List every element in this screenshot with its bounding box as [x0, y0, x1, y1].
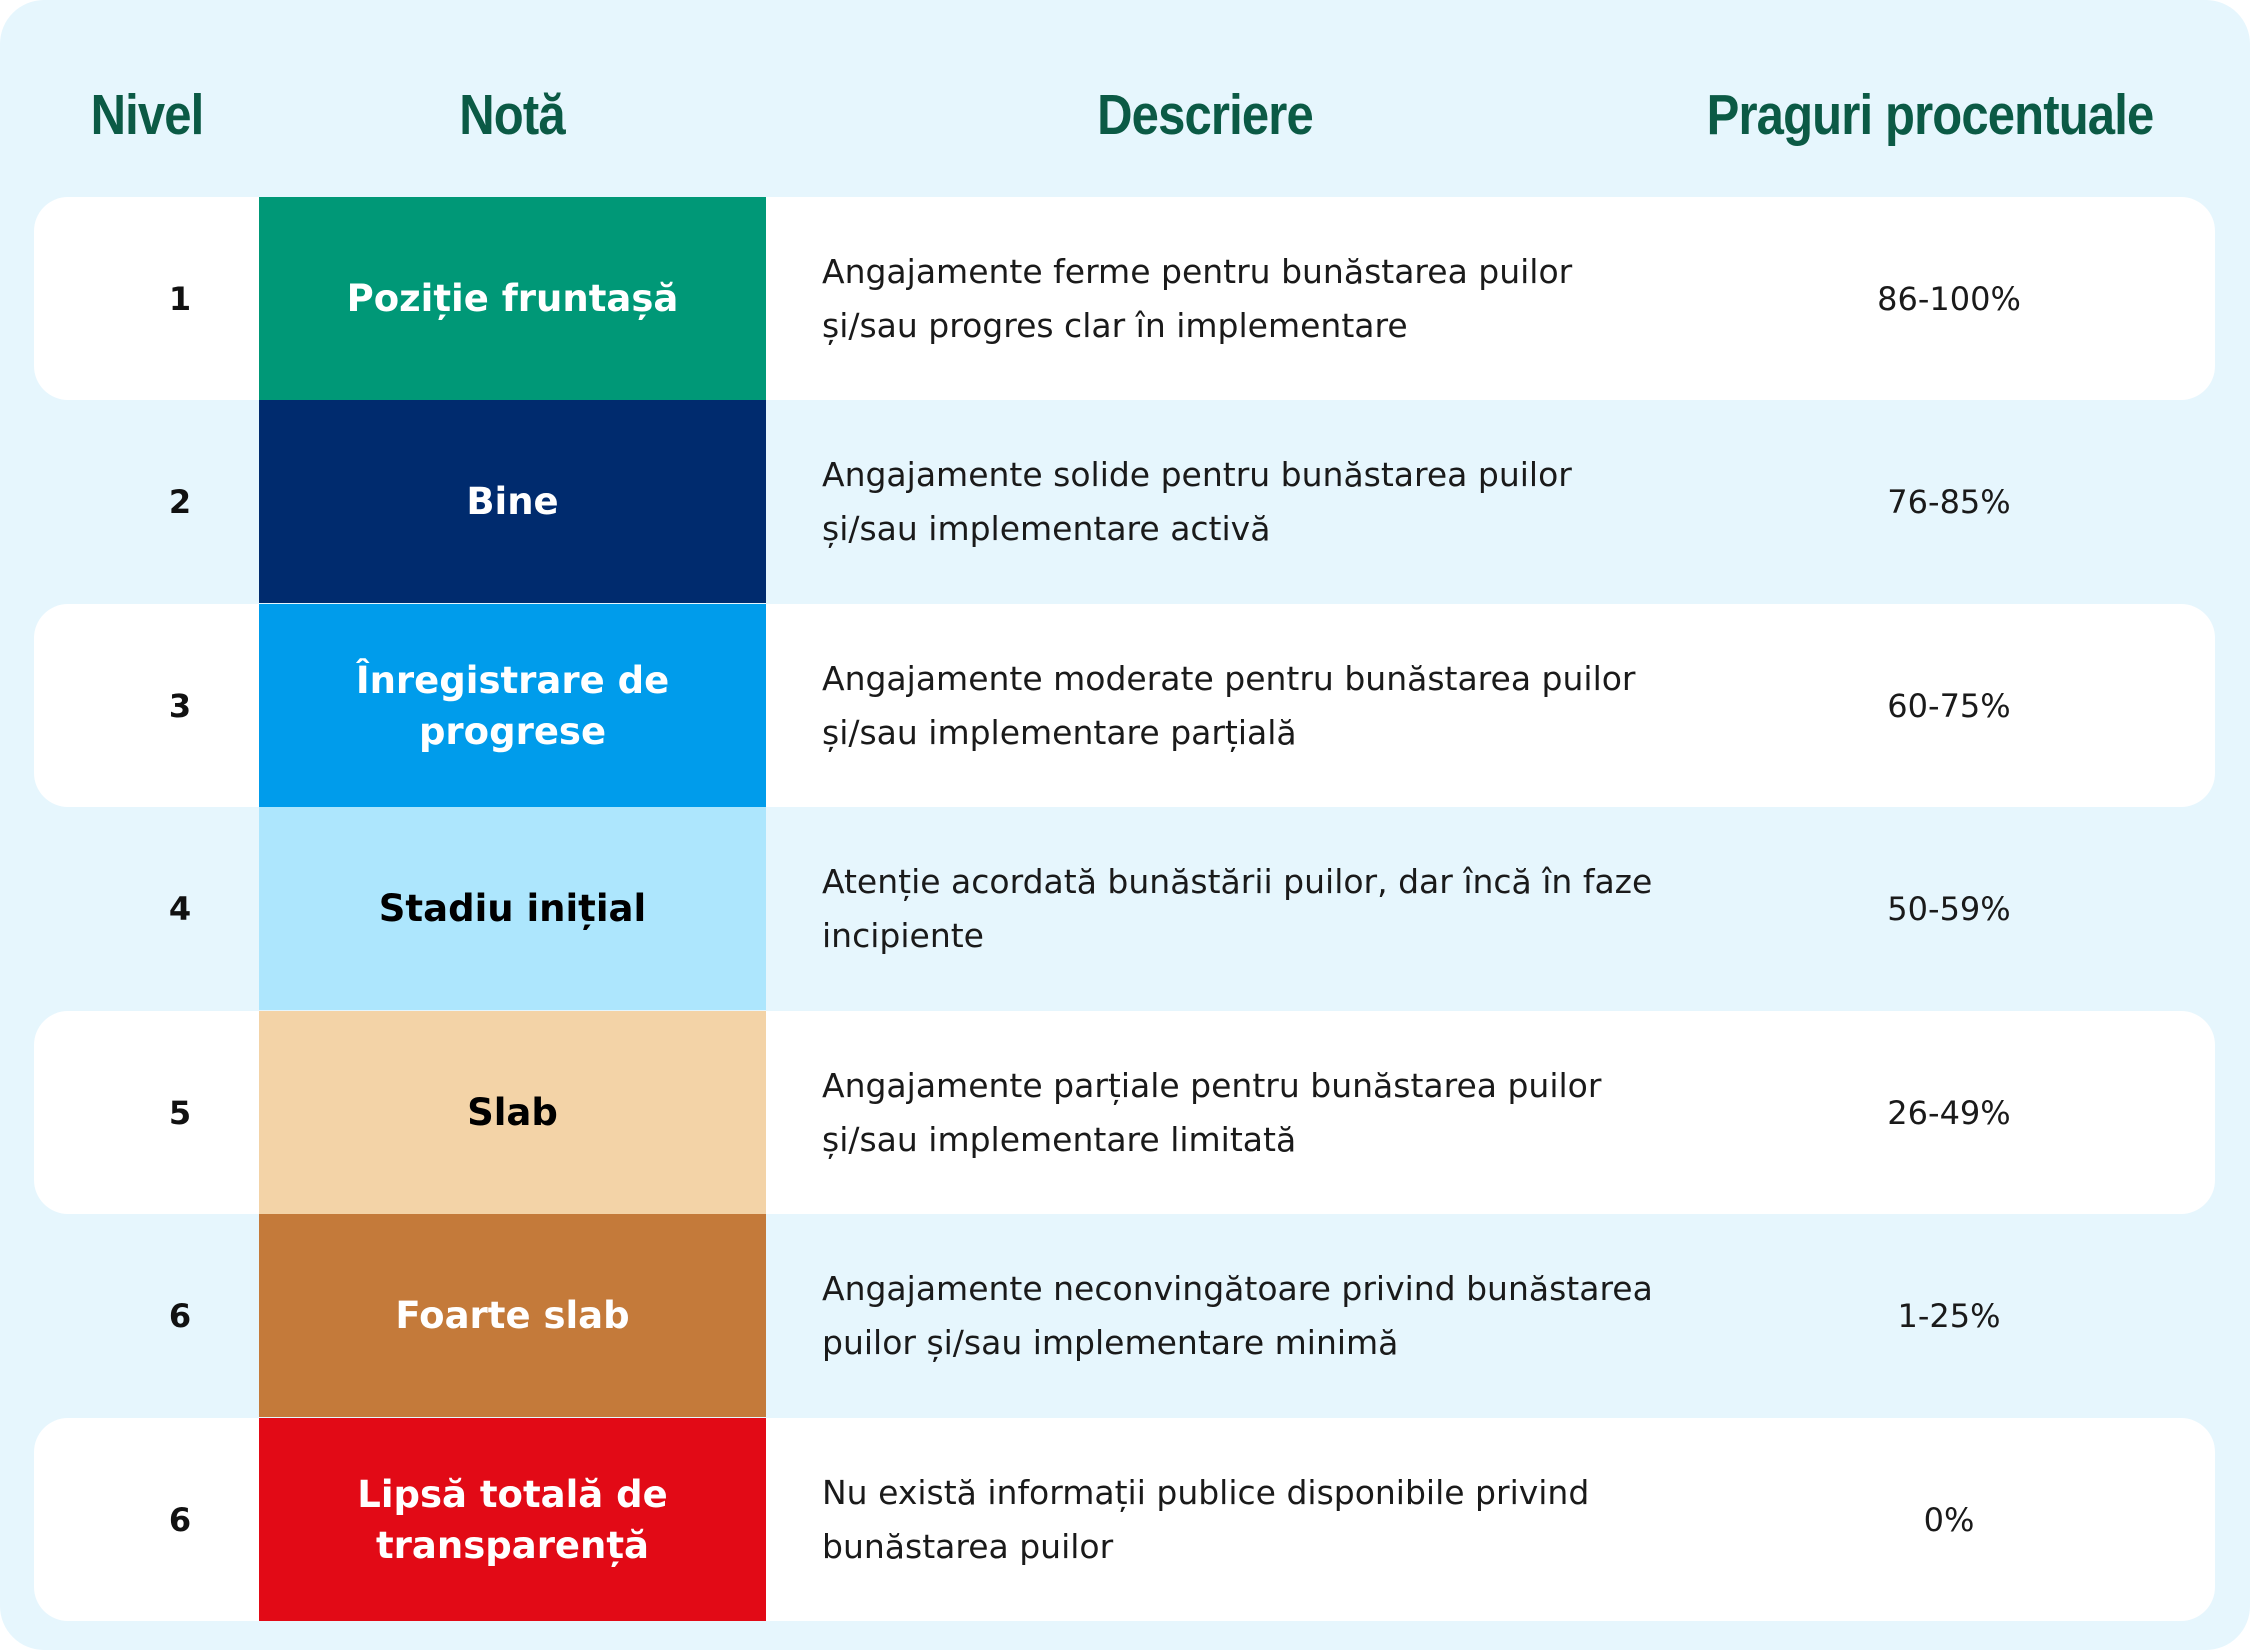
threshold-cell: 1-25% [1897, 1296, 2001, 1335]
grade-cell: Bine [259, 400, 766, 603]
description-cell: Angajamente solide pentru bunăstarea puilor și/sau implementare activă [822, 454, 1572, 548]
threshold-cell: 76-85% [1887, 482, 2011, 521]
level-cell: 4 [168, 889, 192, 928]
table-row [34, 197, 2215, 400]
description-cell: Angajamente parțiale pentru bunăstarea puilor și/sau implementare limitată [822, 1065, 1602, 1159]
level-cell: 5 [168, 1093, 192, 1132]
description-cell: Angajamente neconvingătoare privind bunăstarea puilor și/sau implementare minimă [822, 1268, 1653, 1362]
threshold-cell: 60-75% [1887, 686, 2011, 725]
description-cell: Atenție acordată bunăstării puilor, dar încă în faze incipiente [822, 861, 1653, 955]
level-cell: 6 [168, 1500, 192, 1539]
level-cell: 3 [168, 686, 192, 725]
grade-cell: Lipsă totală de transparență [259, 1418, 766, 1621]
level-cell: 6 [168, 1296, 192, 1335]
header-thresholds: Praguri procentuale [1706, 83, 2154, 147]
table-row [34, 400, 2215, 603]
threshold-cell: 50-59% [1887, 889, 2011, 928]
description-cell: Nu există informații publice disponibile privind bunăstarea puilor [822, 1472, 1590, 1566]
grade-cell: Stadiu inițial [259, 807, 766, 1010]
header-description: Descriere [1097, 83, 1313, 147]
level-cell: 1 [168, 279, 192, 318]
table-row [34, 1214, 2215, 1417]
threshold-cell: 86-100% [1877, 279, 2021, 318]
description-cell: Angajamente ferme pentru bunăstarea puilor și/sau progres clar în implementare [822, 251, 1573, 345]
header-level: Nivel [90, 83, 204, 147]
grade-cell: Poziție fruntașă [259, 197, 766, 400]
threshold-cell: 26-49% [1887, 1093, 2011, 1132]
table-row [34, 1418, 2215, 1621]
threshold-cell: 0% [1923, 1500, 1975, 1539]
header-grade: Notă [459, 83, 565, 147]
grade-cell: Foarte slab [259, 1214, 766, 1417]
level-cell: 2 [168, 482, 192, 521]
description-cell: Angajamente moderate pentru bunăstarea puilor și/sau implementare parțială [822, 658, 1636, 752]
table-row [34, 807, 2215, 1010]
grade-cell: Înregistrare de progrese [259, 604, 766, 807]
table-row [34, 604, 2215, 807]
grade-cell: Slab [259, 1011, 766, 1214]
table-row [34, 1011, 2215, 1214]
